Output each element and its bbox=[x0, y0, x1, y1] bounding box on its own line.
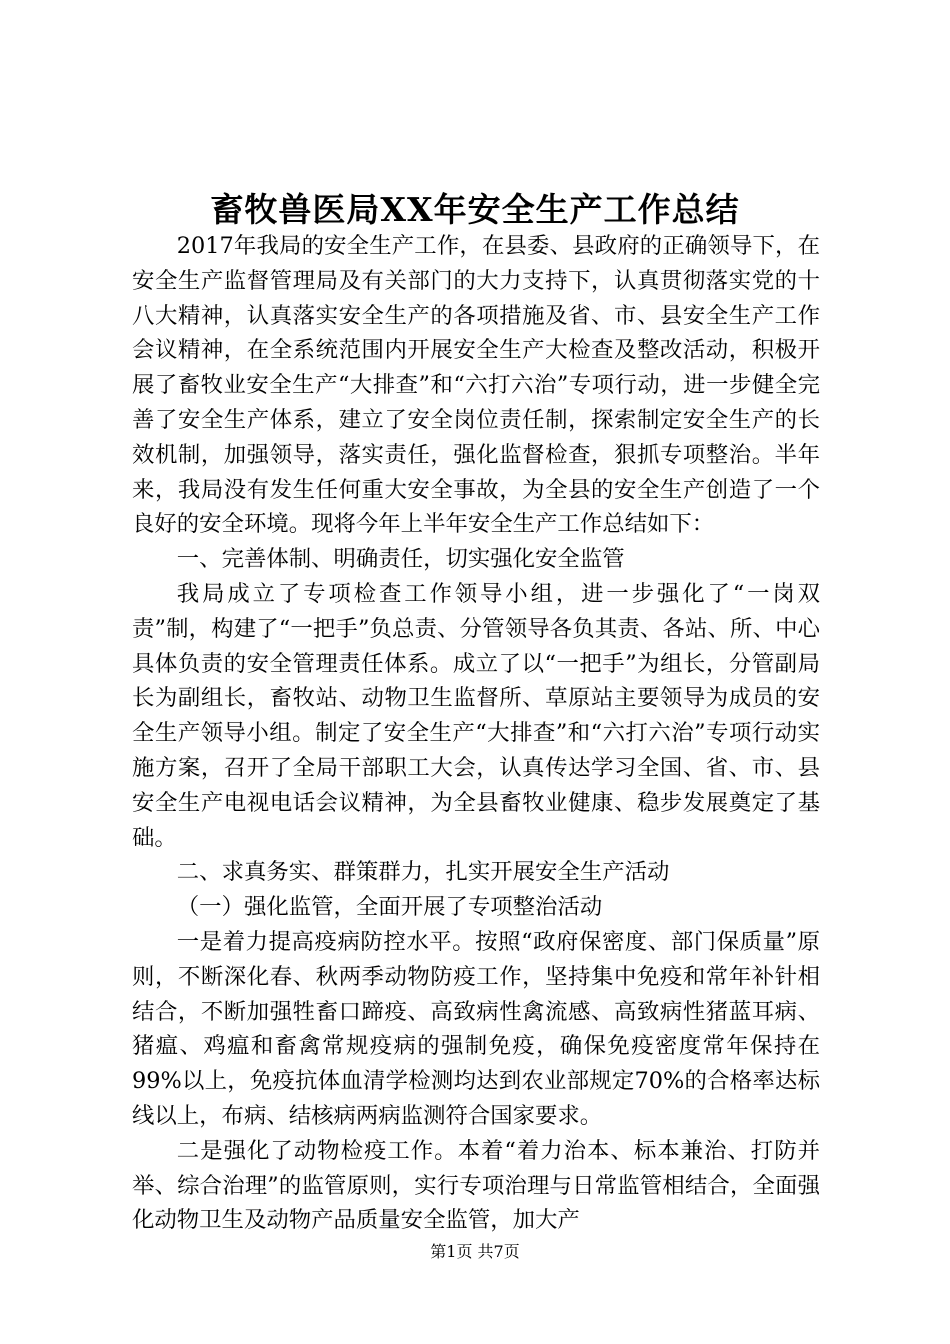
paragraph-intro: 2017年我局的安全生产工作，在县委、县政府的正确领导下，在安全生产监督管理局及有关部门的大力支持下，认真贯彻落实党的十八大精神，认真落实安全生产的各项措施及省、市、县安全生产工作会议精神，在全系统范围内开展安全生产大检查及整改活动，积极开展了畜牧业安全生产“大排查”和“六打六治”专项行动，进一步健全完善了安全生产体系，建立了安全岗位责任制，探索制定安全生产的长效机制，加强领导，落实责任，强化监督检查，狠抓专项整治。半年来，我局没有发生任何重大安全事故，为全县的安全生产创造了一个良好的安全环境。现将今年上半年安全生产工作总结如下： bbox=[132, 233, 820, 538]
subsection-heading-1: （一）强化监管，全面开展了专项整治活动 bbox=[176, 894, 603, 921]
section-heading-2: 二、求真务实、群策群力，扎实开展安全生产活动 bbox=[176, 859, 670, 886]
paragraph-epidemic-control: 一是着力提高疫病防控水平。按照“政府保密度、部门保质量”原则，不断深化春、秋两季动物防疫工作，坚持集中免疫和常年补针相结合，不断加强牲畜口蹄疫、高致病性禽流感、高致病性猪蓝耳病、猪瘟、鸡瘟和畜禽常规疫病的强制免疫，确保免疫密度常年保持在99%以上，免疫抗体血清学检测均达到农业部规定70%的合格率达标线以上，布病、结核病两病监测符合国家要求。 bbox=[132, 928, 820, 1129]
paragraph-section-1: 我局成立了专项检查工作领导小组，进一步强化了“一岗双责”制，构建了“一把手”负总责、分管领导各负其责、各站、所、中心具体负责的安全管理责任体系。成立了以“一把手”为组长，分管副局长为副组长，畜牧站、动物卫生监督所、草原站主要领导为成员的安全生产领导小组。制定了安全生产“大排查”和“六打六治”专项行动实施方案，召开了全局干部职工大会，认真传达学习全国、省、市、县安全生产电视电话会议精神，为全县畜牧业健康、稳步发展奠定了基础。 bbox=[132, 580, 820, 851]
section-heading-1: 一、完善体制、明确责任，切实强化安全监管 bbox=[176, 546, 625, 573]
document-body bbox=[132, 229, 820, 1238]
paragraph-animal-quarantine: 二是强化了动物检疫工作。本着“着力治本、标本兼治、打防并举、综合治理”的监管原则，实行专项治理与日常监管相结合，全面强化动物卫生及动物产品质量安全监管，加大产 bbox=[132, 1137, 820, 1234]
page-indicator: 第1页 共7页 bbox=[430, 1242, 520, 1261]
document-title: 畜牧兽医局XX年安全生产工作总结 bbox=[210, 190, 740, 229]
